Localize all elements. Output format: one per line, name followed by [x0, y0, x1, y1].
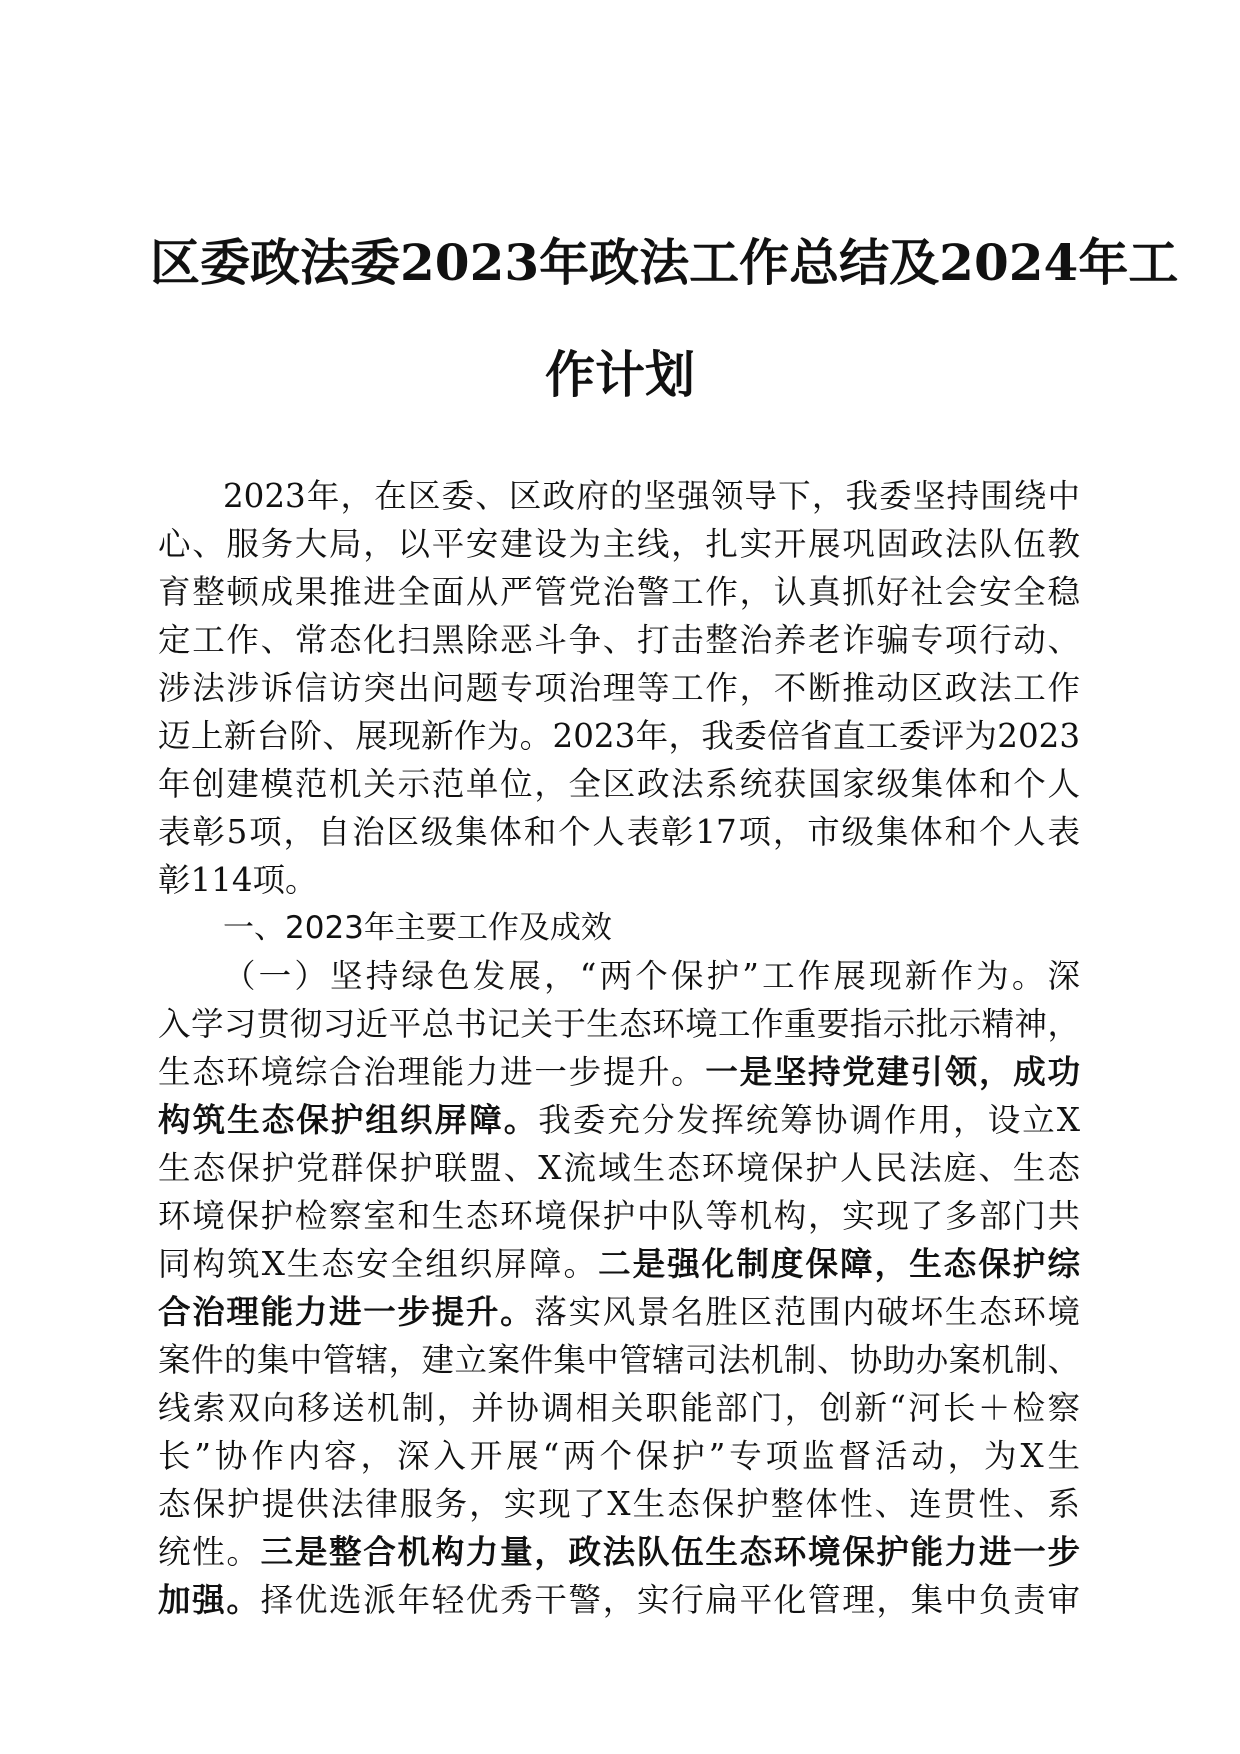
section-heading-1: 一、2023年主要工作及成效	[223, 910, 612, 946]
body-line-12: 态保护提供法律服务，实现了X生态保护整体性、连贯性、系	[158, 1485, 1080, 1523]
intro-line-2: 心、服务大局，以平安建设为主线，扎实开展巩固政法队伍教	[158, 525, 1080, 563]
body-line-3	[158, 1052, 1080, 1096]
body-line-7	[158, 1244, 1080, 1288]
intro-line-1: 2023年，在区委、区政府的坚强领导下，我委坚持围绕中	[223, 477, 1080, 515]
bold-point-2-cont: 合治理能力进一步提升。	[158, 1292, 535, 1331]
intro-line-8: 表彰5项，自治区级集体和个人表彰17项，市级集体和个人表	[158, 813, 1080, 851]
body-text: 统性。	[158, 1533, 261, 1571]
body-text: 落实风景名胜区范围内破坏生态环境	[534, 1293, 1080, 1331]
body-line-1: （一）坚持绿色发展，“两个保护”工作展现新作为。深	[223, 957, 1080, 995]
body-text: 同构筑X生态安全组织屏障。	[158, 1245, 599, 1283]
intro-line-9: 彰114项。	[158, 861, 318, 899]
body-line-10: 线索双向移送机制，并协调相关职能部门，创新“河长＋检察	[158, 1389, 1080, 1427]
body-line-2: 入学习贯彻习近平总书记关于生态环境工作重要指示批示精神，	[158, 1005, 1080, 1043]
body-line-13	[158, 1532, 1080, 1576]
body-line-5: 生态保护党群保护联盟、X流域生态环境保护人民法庭、生态	[158, 1149, 1080, 1187]
body-text: 生态环境综合治理能力进一步提升。	[158, 1053, 706, 1091]
body-line-14	[158, 1580, 1080, 1624]
intro-line-6: 迈上新台阶、展现新作为。2023年，我委倍省直工委评为2023	[158, 717, 1080, 755]
bold-point-1-cont: 构筑生态保护组织屏障。	[158, 1100, 539, 1139]
intro-line-3: 育整顿成果推进全面从严管党治警工作，认真抓好社会安全稳	[158, 573, 1080, 611]
document-title-line-1: 区委政法委2023年政法工作总结及2024年工	[150, 233, 1179, 292]
body-line-4	[158, 1100, 1080, 1144]
intro-line-4: 定工作、常态化扫黑除恶斗争、打击整治养老诈骗专项行动、	[158, 621, 1080, 659]
document-title-line-2: 作计划	[545, 345, 695, 404]
body-line-8	[158, 1292, 1080, 1336]
intro-line-5: 涉法涉诉信访突出问题专项治理等工作，不断推动区政法工作	[158, 669, 1080, 707]
intro-line-7: 年创建模范机关示范单位，全区政法系统获国家级集体和个人	[158, 765, 1080, 803]
bold-point-3-cont: 加强。	[158, 1580, 261, 1619]
body-text: 择优选派年轻优秀干警，实行扁平化管理，集中负责审	[260, 1581, 1080, 1619]
bold-point-2: 二是强化制度保障，生态保护综	[598, 1244, 1080, 1283]
body-line-9: 案件的集中管辖，建立案件集中管辖司法机制、协助办案机制、	[158, 1341, 1080, 1379]
body-text: 我委充分发挥统筹协调作用，设立X	[538, 1101, 1080, 1139]
body-line-6: 环境保护检察室和生态环境保护中队等机构，实现了多部门共	[158, 1197, 1080, 1235]
body-line-11: 长”协作内容，深入开展“两个保护”专项监督活动，为X生	[158, 1437, 1080, 1475]
bold-point-1: 一是坚持党建引领，成功	[705, 1052, 1080, 1091]
bold-point-3: 三是整合机构力量，政法队伍生态环境保护能力进一步	[260, 1532, 1080, 1571]
